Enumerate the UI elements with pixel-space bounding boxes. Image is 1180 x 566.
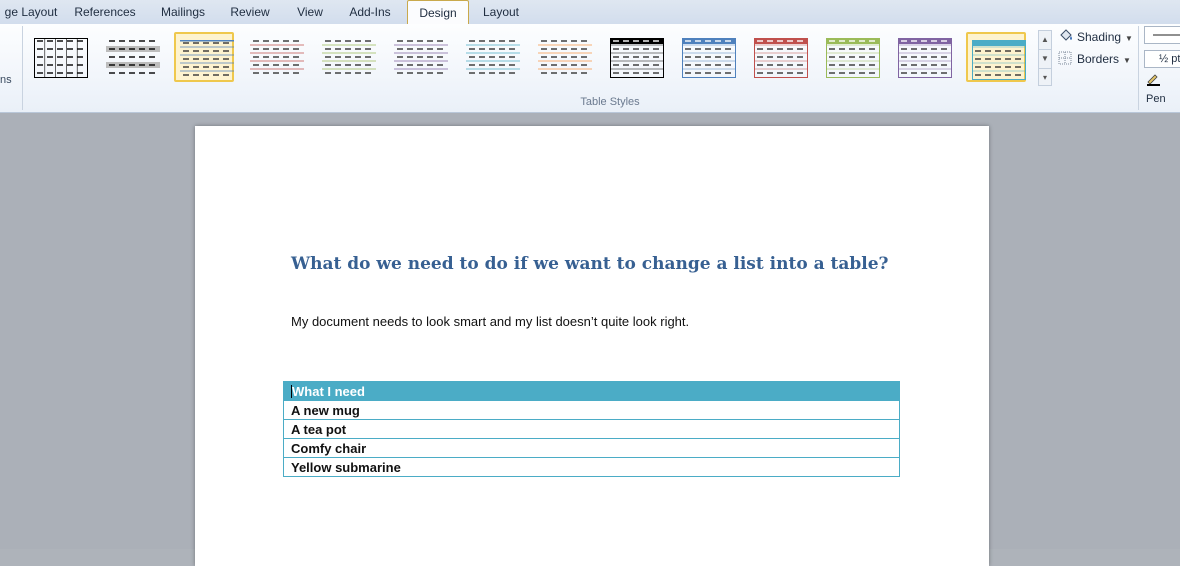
table-header-row[interactable] — [284, 382, 900, 401]
tab-review[interactable]: Review — [230, 5, 270, 19]
gallery-up-button[interactable]: ▲ — [1039, 31, 1051, 50]
tab-layout[interactable]: Layout — [482, 5, 520, 19]
shading-button[interactable] — [1058, 28, 1133, 46]
group-separator — [22, 26, 23, 110]
table-header-cell[interactable] — [284, 382, 900, 401]
table-style-thumbnail[interactable] — [750, 32, 810, 82]
table-row[interactable] — [284, 439, 900, 458]
pen-icon — [1146, 72, 1160, 86]
table-style-thumbnail[interactable] — [102, 32, 162, 82]
table-header-text: What I need — [292, 383, 365, 399]
document-heading[interactable]: What do we need to do if we want to change a list into a table? — [291, 254, 889, 274]
gallery-down-button[interactable]: ▼ — [1039, 50, 1051, 69]
group-separator — [1138, 26, 1139, 110]
table-style-thumbnail[interactable] — [462, 32, 522, 82]
table-style-thumbnail[interactable] — [174, 32, 234, 82]
chevron-down-icon: ▼ — [1123, 56, 1131, 65]
tab-references[interactable]: References — [74, 5, 136, 19]
table-row[interactable] — [284, 458, 900, 477]
line-weight-select[interactable]: ½ pt — [1144, 50, 1180, 68]
tab-view[interactable]: View — [297, 5, 323, 19]
ribbon — [0, 24, 1180, 113]
tab-page-layout[interactable]: ge Layout — [4, 5, 58, 19]
tab-add-ins[interactable]: Add-Ins — [349, 5, 391, 19]
table-style-thumbnail[interactable] — [822, 32, 882, 82]
borders-button[interactable] — [1058, 50, 1131, 68]
paint-bucket-icon — [1058, 29, 1074, 43]
borders-label: Borders — [1077, 52, 1120, 66]
gallery-more-button[interactable]: ▾ — [1042, 73, 1047, 82]
table-styles-gallery — [30, 30, 1040, 86]
table-style-thumbnail[interactable] — [966, 32, 1026, 82]
line-style-select[interactable] — [1144, 26, 1180, 44]
pen-color-button[interactable] — [1146, 72, 1180, 105]
shading-label: Shading — [1077, 30, 1122, 44]
table-style-thumbnail[interactable] — [678, 32, 738, 82]
table-style-thumbnail[interactable] — [534, 32, 594, 82]
table-row[interactable] — [284, 401, 900, 420]
table-style-thumbnail[interactable] — [246, 32, 306, 82]
table-row[interactable] — [284, 420, 900, 439]
ribbon-tabs — [0, 0, 1180, 25]
tab-design[interactable]: Design — [407, 0, 469, 25]
table-style-thumbnail[interactable] — [318, 32, 378, 82]
tab-mailings[interactable]: Mailings — [160, 5, 205, 19]
gallery-scroller — [1038, 30, 1052, 86]
table-styles-group-label: Table Styles — [580, 96, 640, 108]
table-style-thumbnail[interactable] — [390, 32, 450, 82]
table-style-thumbnail[interactable] — [30, 32, 90, 82]
table-cell[interactable]: A tea pot — [284, 420, 900, 439]
pen-color-label: Pen — [1146, 93, 1166, 105]
borders-icon — [1058, 51, 1074, 65]
list-table[interactable] — [283, 381, 900, 477]
ribbon-left-fragment: ns — [0, 74, 12, 86]
table-cell[interactable]: Comfy chair — [284, 439, 900, 458]
table-style-thumbnail[interactable] — [606, 32, 666, 82]
table-cell[interactable]: Yellow submarine — [284, 458, 900, 477]
document-paragraph[interactable]: My document needs to look smart and my list doesn’t quite look right. — [291, 314, 690, 329]
table-cell[interactable]: A new mug — [284, 401, 900, 420]
document-page[interactable] — [195, 126, 989, 566]
table-style-thumbnail[interactable] — [894, 32, 954, 82]
chevron-down-icon: ▼ — [1125, 34, 1133, 43]
